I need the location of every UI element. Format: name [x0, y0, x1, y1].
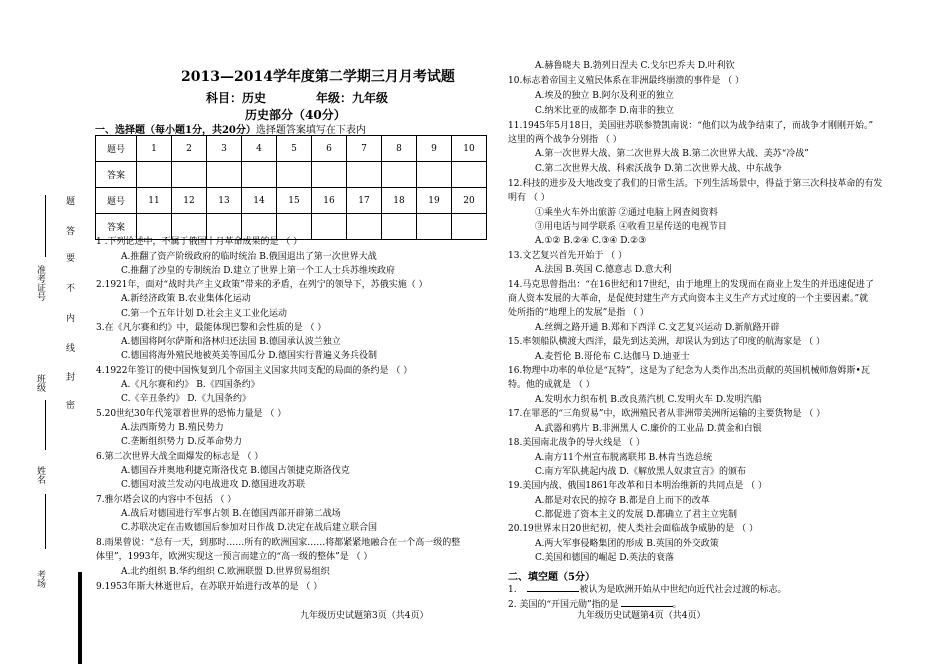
table-cell: 4 — [242, 136, 277, 162]
margin-char: 密 — [64, 400, 74, 409]
option-line: C.第二次世界大战、科索沃战争 D.第二次世界大战、中东战争 — [535, 164, 783, 174]
question-line: 4.1922年签订的使中国恢复到几个帝国主义国家共同支配的局面的条约是 （ ） — [96, 366, 413, 376]
question-line: 13.文艺复兴首先开始于 （ ） — [508, 251, 628, 261]
option-line: A.德国吞并奥地利捷克斯洛伐克 B.德国占领捷克斯洛伐克 — [121, 466, 350, 476]
option-line: C.苏联决定在击败德国后参加对日作战 D.决定在战后建立联合国 — [121, 523, 378, 533]
margin-char: 线 — [64, 343, 74, 352]
table-cell: 18 — [382, 188, 417, 214]
margin-char: 封 — [64, 372, 74, 381]
fill-question-1 — [508, 582, 786, 596]
answer-cell[interactable] — [417, 214, 452, 240]
margin-char: 题 — [64, 196, 74, 205]
option-line: A.发明水力织布机 B.改良蒸汽机 C.发明火车 D.发明汽船 — [535, 395, 762, 405]
question-line: 5.20世纪30年代笼罩着世界的恐怖力量是 （ ） — [96, 409, 287, 419]
option-line: A.埃及的独立 B.阿尔及利亚的独立 — [535, 91, 674, 101]
fill-q1-number: 1. — [508, 585, 517, 595]
option-line: A.推翻了资产阶级政府的临时统治 B.俄国退出了第一次世界大战 — [121, 252, 377, 262]
answer-table — [95, 135, 487, 240]
question-line: 11.1945年5月18日，美国驻苏联参赞凯南说：“他们以为战争结束了，而战争才刚刚开始。” — [508, 121, 874, 131]
question-line: 9.1953年斯大林逝世后，在苏联开始进行改革的是 （ ） — [96, 582, 323, 592]
question-line: 明有 （ ） — [508, 193, 550, 203]
option-line: A.丝绸之路开通 B.郑和下西洋 C.文艺复兴运动 D.新航路开辟 — [535, 323, 780, 333]
table-cell: 20 — [452, 188, 487, 214]
table-cell: 11 — [137, 188, 172, 214]
section1-note: 选择题答案填写在下表内 — [255, 125, 366, 136]
question-line: 体里”，1993年，欧洲实现这一预言而建立的“高一级的整体”是 （ ） — [96, 552, 373, 562]
option-line: A.南方11个州宣布脱离联邦 B.林肯当选总统 — [535, 453, 713, 463]
option-line: A.新经济政策 B.农业集体化运动 — [121, 294, 251, 304]
answer-cell[interactable] — [242, 162, 277, 188]
option-line: A.两大军事侵略集团的形成 B.英国的外交政策 — [535, 539, 719, 549]
answer-cell[interactable] — [452, 214, 487, 240]
question-line: 17.在罪恶的“三角贸易”中，欧洲殖民者从非洲带美洲所运输的主要货物是 （ ） — [508, 409, 826, 419]
table-cell: 3 — [207, 136, 242, 162]
section1-title — [95, 121, 366, 136]
table-cell: 15 — [277, 188, 312, 214]
table-cell: 17 — [347, 188, 382, 214]
question-line: 3.在《凡尔赛和约》中，最能体现巴黎和会性质的是 （ ） — [96, 323, 327, 333]
fill-q2-end: 。 — [672, 600, 682, 610]
option-line: C.第一个五年计划 D.社会主义工业化运动 — [121, 309, 288, 319]
footer-left: 九年级历史试题第3页（共4页） — [300, 611, 429, 621]
fill-blank-2[interactable] — [621, 597, 673, 607]
answer-cell[interactable] — [347, 162, 382, 188]
option-line: C.德国对波兰发动闪电战进攻 D.德国进攻苏联 — [121, 480, 306, 490]
row-label: 题号 — [96, 188, 137, 214]
answer-cell[interactable] — [277, 214, 312, 240]
answer-cell[interactable] — [312, 162, 347, 188]
option-line: A.赫鲁晓夫 B.勃列日涅夫 C.戈尔巴乔夫 D.叶利钦 — [535, 61, 735, 71]
answer-cell[interactable] — [382, 162, 417, 188]
option-line: A.麦哲伦 B.哥伦布 C.达伽马 D.迪亚士 — [535, 352, 690, 362]
table-row — [96, 162, 487, 188]
option-line: ③用电话与同学联系 ④收看卫星传送的电视节目 — [535, 222, 727, 232]
answer-cell[interactable] — [382, 214, 417, 240]
answer-cell[interactable] — [452, 162, 487, 188]
fill-q2-text: 2. 美国的“开国元勋”指的是 — [508, 600, 619, 610]
question-line: 处所指的“地理上的发展”是指 （ ） — [508, 308, 649, 318]
answer-cell[interactable] — [242, 214, 277, 240]
question-line: 特。他的成就是 （ ） — [508, 380, 595, 390]
question-line: 18.美国南北战争的导火线是 （ ） — [508, 438, 646, 448]
fill-blank-1[interactable] — [527, 582, 579, 592]
table-cell: 9 — [417, 136, 452, 162]
option-line: C.德国将海外殖民地被英美等国瓜分 D.德国实行普遍义务兵役制 — [121, 351, 378, 361]
table-cell: 13 — [207, 188, 242, 214]
question-line: 10.标志着帝国主义殖民体系在非洲最终崩溃的事件是 （ ） — [508, 76, 745, 86]
option-line: A.《凡尔赛和约》 B.《四国条约》 — [121, 380, 260, 390]
option-line: ①乘坐火车外出旅游 ②通过电脑上网查阅资料 — [535, 208, 718, 218]
fill-q1-text: 被认为是欧洲开始从中世纪向近代社会过渡的标志。 — [579, 585, 787, 595]
answer-cell[interactable] — [172, 214, 207, 240]
grade-label: 年级：九年级 — [316, 91, 389, 105]
table-cell: 16 — [312, 188, 347, 214]
answer-cell[interactable] — [277, 162, 312, 188]
question-line: 2.1921年，面对“战时共产主义政策”带来的矛盾，在列宁的领导下，苏俄实施（ ） — [96, 280, 428, 290]
margin-char: 答 — [64, 226, 74, 235]
table-cell: 7 — [347, 136, 382, 162]
option-line: A.战后对德国进行军事占领 B.在德国西部开辟第二战场 — [121, 509, 341, 519]
class-label: 班级 — [35, 374, 45, 392]
footer-right: 九年级历史试题第4页（共4页） — [577, 611, 706, 621]
option-line: A.都是对农民的掠夺 B.都是自上而下的改革 — [535, 496, 710, 506]
room-label: 考场 — [35, 570, 45, 588]
question-line: 16.物理中功率的单位是“瓦特”，这是为了纪念为人类作出杰出贡献的英国机械师詹姆斯•瓦 — [508, 366, 870, 376]
option-line: A.法国 B.英国 C.德意志 D.意大利 — [535, 265, 672, 275]
admission-label: 准考证号 — [35, 265, 45, 301]
question-line: 8.雨果曾说：“总有一天，到那时……所有的欧洲国家……将都紧紧地融合在一个高一级的整 — [96, 538, 461, 548]
question-line: 7.雅尔塔会议的内容中不包括 （ ） — [96, 495, 237, 505]
section2-title: 二、填空题（5分） — [508, 572, 595, 583]
table-row — [96, 188, 487, 214]
row-label: 答案 — [96, 214, 137, 240]
option-line: A.德国将阿尔萨斯和洛林归还法国 B.德国承认波兰独立 — [121, 337, 341, 347]
margin-char: 不 — [64, 283, 74, 292]
question-line: 1 .下列论述中，不属于俄国十月革命成果的是 （ ） — [96, 237, 303, 247]
name-label: 姓名 — [35, 466, 45, 484]
answer-cell[interactable] — [137, 162, 172, 188]
option-line: A.武器和鸦片 B.非洲黑人 C.廉价的工业品 D.黄金和白银 — [535, 424, 762, 434]
table-row — [96, 214, 487, 240]
fill-question-2 — [508, 597, 682, 611]
table-cell: 14 — [242, 188, 277, 214]
table-cell: 6 — [312, 136, 347, 162]
answer-cell[interactable] — [172, 162, 207, 188]
part-label: 历史部分（40分） — [245, 108, 346, 122]
question-line: 商人资本发展的大革命，是促使封建生产方式向资本主义生产方式过度的一个主要因素。”就 — [508, 294, 869, 304]
margin-char: 要 — [64, 253, 74, 262]
option-line: C.美国和德国的崛起 D.英法的衰落 — [535, 553, 675, 563]
option-line: C.《辛丑条约》 D.《九国条约》 — [121, 394, 252, 404]
question-line: 6.第二次世界大战全面爆发的标志是 （ ） — [96, 452, 264, 462]
binding-bar — [78, 572, 82, 664]
question-line: 这里的两个战争分别指 （ ） — [508, 135, 622, 145]
table-cell: 5 — [277, 136, 312, 162]
class-line[interactable] — [45, 400, 46, 450]
answer-cell[interactable] — [207, 214, 242, 240]
name-line[interactable] — [45, 494, 46, 549]
table-cell: 19 — [417, 188, 452, 214]
row-label: 题号 — [96, 136, 137, 162]
option-line: C.南方军队挑起内战 D.《解放黑人奴隶宣言》的颁布 — [535, 467, 747, 477]
table-cell: 10 — [452, 136, 487, 162]
question-line: 12.科技的进步及大地改变了我们的日常生活。下列生活场景中，得益于第三次科技革命的有发 — [508, 179, 883, 189]
table-cell: 2 — [172, 136, 207, 162]
question-line: 20.19世界末日20世纪初，使人类社会面临战争威胁的是 （ ） — [508, 524, 758, 534]
option-line: C.都促进了资本主义的发展 D.都确立了君主立宪制 — [535, 510, 738, 520]
row-label: 答案 — [96, 162, 137, 188]
section1-heading: 一、选择题（每小题1分，共20分） — [95, 125, 256, 136]
option-line: C.纳米比亚的成都李 D.南非的独立 — [535, 106, 675, 116]
answer-cell[interactable] — [207, 162, 242, 188]
question-line: 19.美国内战、俄国1861年改革和日本明治维新的共同点是 （ ） — [508, 481, 767, 491]
table-cell: 8 — [382, 136, 417, 162]
option-line: C.垄断组织势力 D.反革命势力 — [121, 437, 243, 447]
admission-line[interactable] — [45, 195, 46, 257]
option-line: A.①② B.②④ C.③④ D.②③ — [535, 236, 647, 246]
question-line: 15.率领船队横渡大西洋，最先到达美洲，却误认为到达了印度的航海家是 （ ） — [508, 337, 826, 347]
answer-cell[interactable] — [417, 162, 452, 188]
option-line: C.推翻了沙皇的专制统治 D.建立了世界上第一个工人士兵苏维埃政府 — [121, 266, 396, 276]
answer-cell[interactable] — [312, 214, 347, 240]
margin-char: 内 — [64, 313, 74, 322]
question-line: 14.马克思曾指出：“在16世纪和17世纪，由于地理上的发现而在商业上发生的并迅速促进了 — [508, 280, 874, 290]
answer-cell[interactable] — [347, 214, 382, 240]
table-row — [96, 136, 487, 162]
subject-label: 科目：历史 — [206, 91, 267, 105]
option-line: A.法西斯势力 B.殖民势力 — [121, 423, 224, 433]
option-line: A.第一次世界大战、第二次世界大战 B.第二次世界大战、美苏“冷战” — [535, 149, 809, 159]
option-line: A.北约组织 B.华约组织 C.欧洲联盟 D.世界贸易组织 — [121, 567, 330, 577]
table-cell: 12 — [172, 188, 207, 214]
answer-cell[interactable] — [137, 214, 172, 240]
page-title: 2013—2014学年度第二学期三月月考试题 — [181, 69, 455, 85]
table-cell: 1 — [137, 136, 172, 162]
